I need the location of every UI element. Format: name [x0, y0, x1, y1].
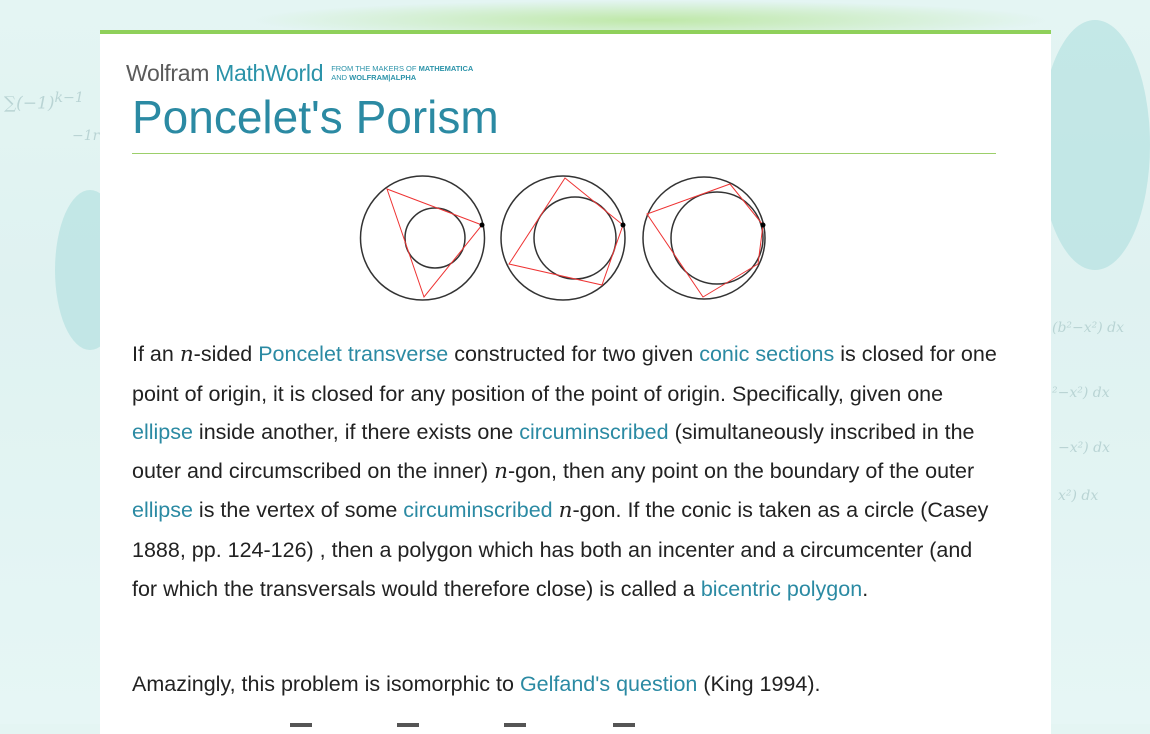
mathworld-logo[interactable] — [126, 60, 473, 87]
outer-circle — [501, 176, 625, 300]
origin-point — [621, 223, 626, 228]
background-formula: ²−x²) dx — [1052, 385, 1110, 401]
quadrilateral-diagram — [501, 176, 626, 300]
pentagon-diagram — [643, 177, 766, 299]
link-conic-sections[interactable]: conic sections — [699, 342, 835, 366]
title-divider — [132, 153, 996, 154]
background-formula: x²) dx — [1058, 488, 1099, 504]
logo-tagline: FROM THE MAKERS OF MATHEMATICA AND WOLFRAM|ALPHA — [331, 64, 474, 82]
background-formula: (b²−x²) dx — [1052, 320, 1125, 336]
logo-wolfram: Wolfram — [126, 60, 210, 86]
origin-point — [480, 223, 485, 228]
link-ellipse[interactable]: ellipse — [132, 498, 193, 523]
background-formula: $\sum(-1)^{k-1}$ — [4, 90, 84, 114]
paragraph-isomorphism: Amazingly, this problem is isomorphic to Gelfand's question (King 1994). — [132, 672, 821, 696]
link-bicentric-polygon[interactable]: bicentric polygon — [700, 576, 863, 601]
content-card — [100, 30, 1051, 734]
background-formula: −1r — [72, 128, 100, 144]
logo-mathworld: MathWorld — [215, 60, 324, 86]
link-circuminscribed[interactable]: circuminscribed — [403, 498, 553, 523]
pentagon — [647, 184, 763, 297]
page-title: Poncelet's Porism — [132, 91, 499, 143]
outer-circle — [361, 176, 485, 300]
inner-circle — [405, 208, 465, 268]
outer-circle — [643, 177, 765, 299]
origin-point — [761, 223, 766, 228]
triangle-diagram — [361, 176, 485, 300]
paragraph-definition: If an n-sided Poncelet transverse constructed for two given conic sections is closed for one point of origin, it is closed for any position of the point of origin. Specifically, given one ellipse inside another, if there exists one circuminscribed (simultaneously inscribed in the outer and circumscribed on the inner) n-gon, then any point on the boundary of the outer ellipse is the vertex of some circuminscribed n-gon. If the conic is taken as a circle (Casey 1888, pp. 124-126) , then a polygon which has both an incenter and a circumcenter (and for which the transversals would therefore close) is called a bicentric polygon. — [132, 342, 997, 601]
link-ellipse[interactable]: ellipse — [132, 420, 193, 445]
link-gelfands-question[interactable]: Gelfand's question — [519, 672, 698, 696]
background-formula: −x²) dx — [1058, 440, 1111, 456]
link-circuminscribed[interactable]: circuminscribed — [519, 420, 669, 445]
background-shape — [1040, 20, 1150, 270]
link-poncelet-transverse[interactable]: Poncelet transverse — [258, 342, 449, 366]
poncelet-porism-figure — [350, 164, 790, 344]
